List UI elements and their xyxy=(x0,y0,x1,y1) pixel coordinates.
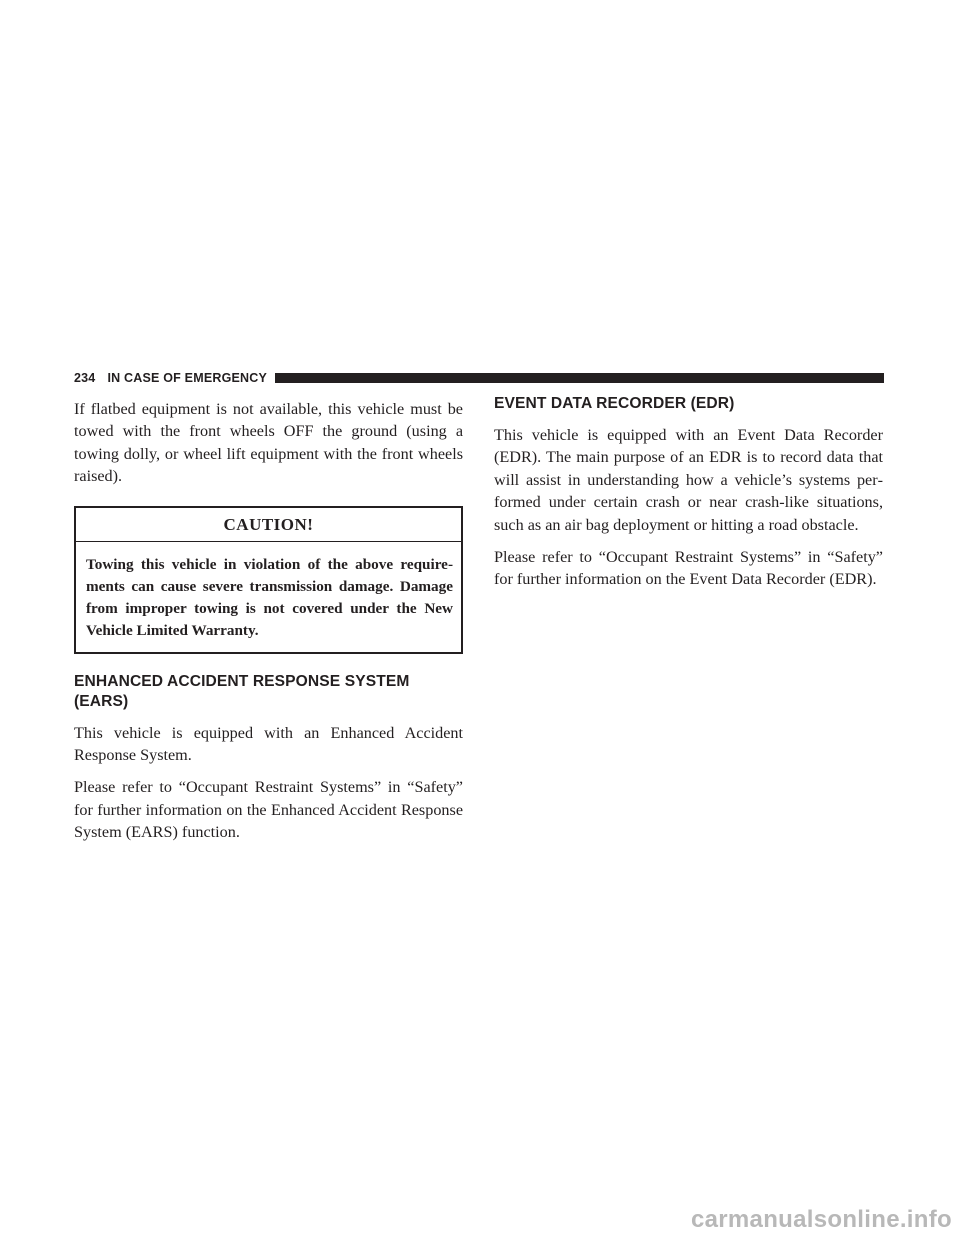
ears-paragraph-1: This vehicle is equipped with an Enhanced Accident Response System. xyxy=(74,723,463,765)
section-title: IN CASE OF EMERGENCY xyxy=(107,371,268,385)
caution-title: CAUTION! xyxy=(76,508,461,542)
edr-paragraph-2: Please refer to “Occupant Restraint Systems” in “Safety” for further information on the Event Data Recorder (EDR). xyxy=(494,548,883,589)
watermark: carmanualsonline.info xyxy=(690,1206,952,1233)
left-column xyxy=(74,398,463,854)
caution-body: Towing this vehicle in violation of the above requirements can cause severe transmission damage. Damage from improper towing is not covered under the New Vehicle Limited Warranty. xyxy=(86,555,453,639)
page-number: 234 xyxy=(74,371,96,385)
edr-heading: EVENT DATA RECORDER (EDR) xyxy=(494,395,735,412)
towing-paragraph: If flatbed equipment is not available, this vehicle must be towed with the front wheels OFF the ground (using a towing dolly, or wheel lift equipment with the front wheels raised). xyxy=(74,400,463,486)
right-column xyxy=(494,395,883,601)
page-header xyxy=(74,370,884,386)
ears-paragraph-2: Please refer to “Occupant Restraint Systems” in “Safety” for further information on the Enhanced Accident Response System (EARS) function. xyxy=(74,778,463,842)
edr-paragraph-1: This vehicle is equipped with an Event Data Recorder (EDR). The main purpose of an EDR is to record data that will assist in understanding how a vehicle’s systems performed under certain crash or near crash-like situations, such as an air bag deployment or hitting a road obstacle. xyxy=(494,426,883,534)
ears-heading: ENHANCED ACCIDENT RESPONSE SYSTEM (EARS) xyxy=(74,672,410,710)
header-rule xyxy=(275,373,884,383)
caution-box xyxy=(74,506,463,654)
